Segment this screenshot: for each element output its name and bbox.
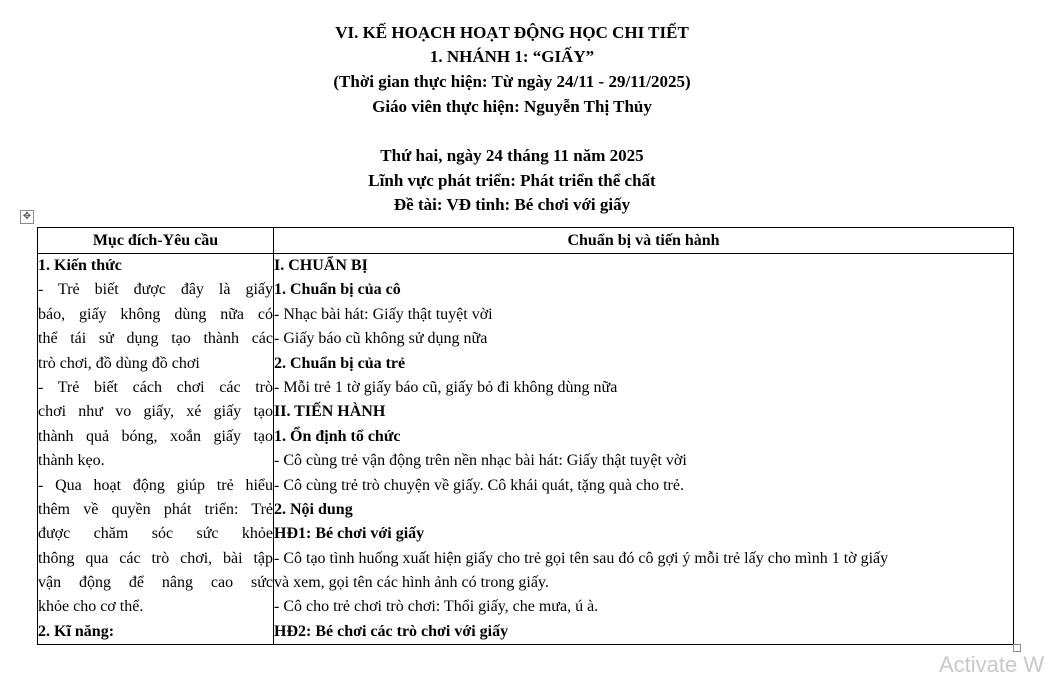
activation-watermark: Activate W: [939, 652, 1045, 677]
right-line: - Cô tạo tình huống xuất hiện giấy cho trẻ gọi tên sau đó cô gợi ý mỗi trẻ lấy cho mình 1 tờ giấy: [274, 549, 889, 567]
right-line: - Mỗi trẻ 1 tờ giấy báo cũ, giấy bỏ đi không dùng nữa: [274, 378, 618, 396]
left-line: - Trẻ biết cách chơi các trò: [38, 378, 273, 396]
teacher-name: Giáo viên thực hiện: Nguyễn Thị Thủy: [372, 97, 652, 116]
left-line: thành quả bóng, xoắn giấy tạo: [38, 427, 273, 445]
right-line: - Cô cho trẻ chơi trò chơi: Thổi giấy, che mưa, ú à.: [274, 598, 599, 616]
right-line: I. CHUẨN BỊ: [274, 257, 368, 274]
table-resize-handle-icon[interactable]: [1013, 644, 1021, 652]
right-line: 1. Ổn định tổ chức: [274, 427, 401, 445]
right-line: HĐ1: Bé chơi với giấy: [274, 525, 425, 543]
left-line: thể tái sử dụng tạo thành các: [38, 330, 273, 348]
left-line: báo, giấy không dùng nữa có: [38, 305, 273, 323]
column-header-preparation: Chuẩn bị và tiến hành: [274, 228, 1014, 254]
preparation-cell[interactable]: [274, 254, 1014, 645]
lesson-date: Thứ hai, ngày 24 tháng 11 năm 2025: [380, 146, 644, 165]
right-line: II. TIẾN HÀNH: [274, 403, 386, 421]
right-line: 2. Chuẩn bị của trẻ: [274, 354, 406, 372]
column-header-objectives: Mục đích-Yêu cầu: [38, 228, 274, 254]
right-line: - Giấy báo cũ không sử dụng nữa: [274, 330, 488, 348]
table-move-handle-icon[interactable]: ✥: [20, 210, 34, 224]
left-line: vận động để nâng cao sức: [38, 574, 273, 592]
section-title: VI. KẾ HOẠCH HOẠT ĐỘNG HỌC CHI TIẾT: [335, 23, 689, 42]
left-line: 2. Kĩ năng:: [38, 622, 115, 640]
lesson-topic: Đề tài: VĐ tinh: Bé chơi với giấy: [393, 195, 631, 214]
left-line: 1. Kiến thức: [38, 257, 122, 274]
right-line: 2. Nội dung: [274, 500, 353, 518]
left-line: - Qua hoạt động giúp trẻ hiểu: [38, 476, 273, 494]
branch-title: 1. NHÁNH 1: “GIẤY”: [429, 47, 595, 66]
left-line: được chăm sóc sức khỏe: [38, 525, 273, 543]
right-line: - Nhạc bài hát: Giấy thật tuyệt vời: [274, 305, 493, 323]
left-line: - Trẻ biết được đây là giấy: [38, 281, 273, 299]
right-line: 1. Chuẩn bị của cô: [274, 281, 401, 299]
left-line: khỏe cho cơ thể.: [38, 598, 144, 616]
right-line: và xem, gọi tên các hình ảnh có trong giấy.: [274, 574, 549, 592]
right-line: HĐ2: Bé chơi các trò chơi với giấy: [274, 622, 509, 640]
table-row: [38, 254, 1014, 645]
left-line: trò chơi, đồ dùng đồ chơi: [38, 354, 200, 372]
left-line: thành kẹo.: [38, 452, 105, 470]
table-header-row: [38, 228, 1014, 254]
right-line: - Cô cùng trẻ trò chuyện về giấy. Cô khái quát, tặng quà cho trẻ.: [274, 476, 684, 494]
left-line: chơi như vo giấy, xé giấy tạo: [38, 403, 273, 421]
left-line: thông qua các trò chơi, bài tập: [38, 549, 273, 567]
development-field: Lĩnh vực phát triển: Phát triển thể chất: [368, 171, 656, 190]
time-period: (Thời gian thực hiện: Từ ngày 24/11 - 29/11/2025): [333, 72, 691, 91]
right-line: - Cô cùng trẻ vận động trên nền nhạc bài hát: Giấy thật tuyệt vời: [274, 452, 687, 470]
objectives-cell[interactable]: [38, 254, 274, 645]
left-line: thêm về quyền phát triển: Trẻ: [38, 500, 273, 518]
lesson-plan-table: [37, 227, 1014, 645]
